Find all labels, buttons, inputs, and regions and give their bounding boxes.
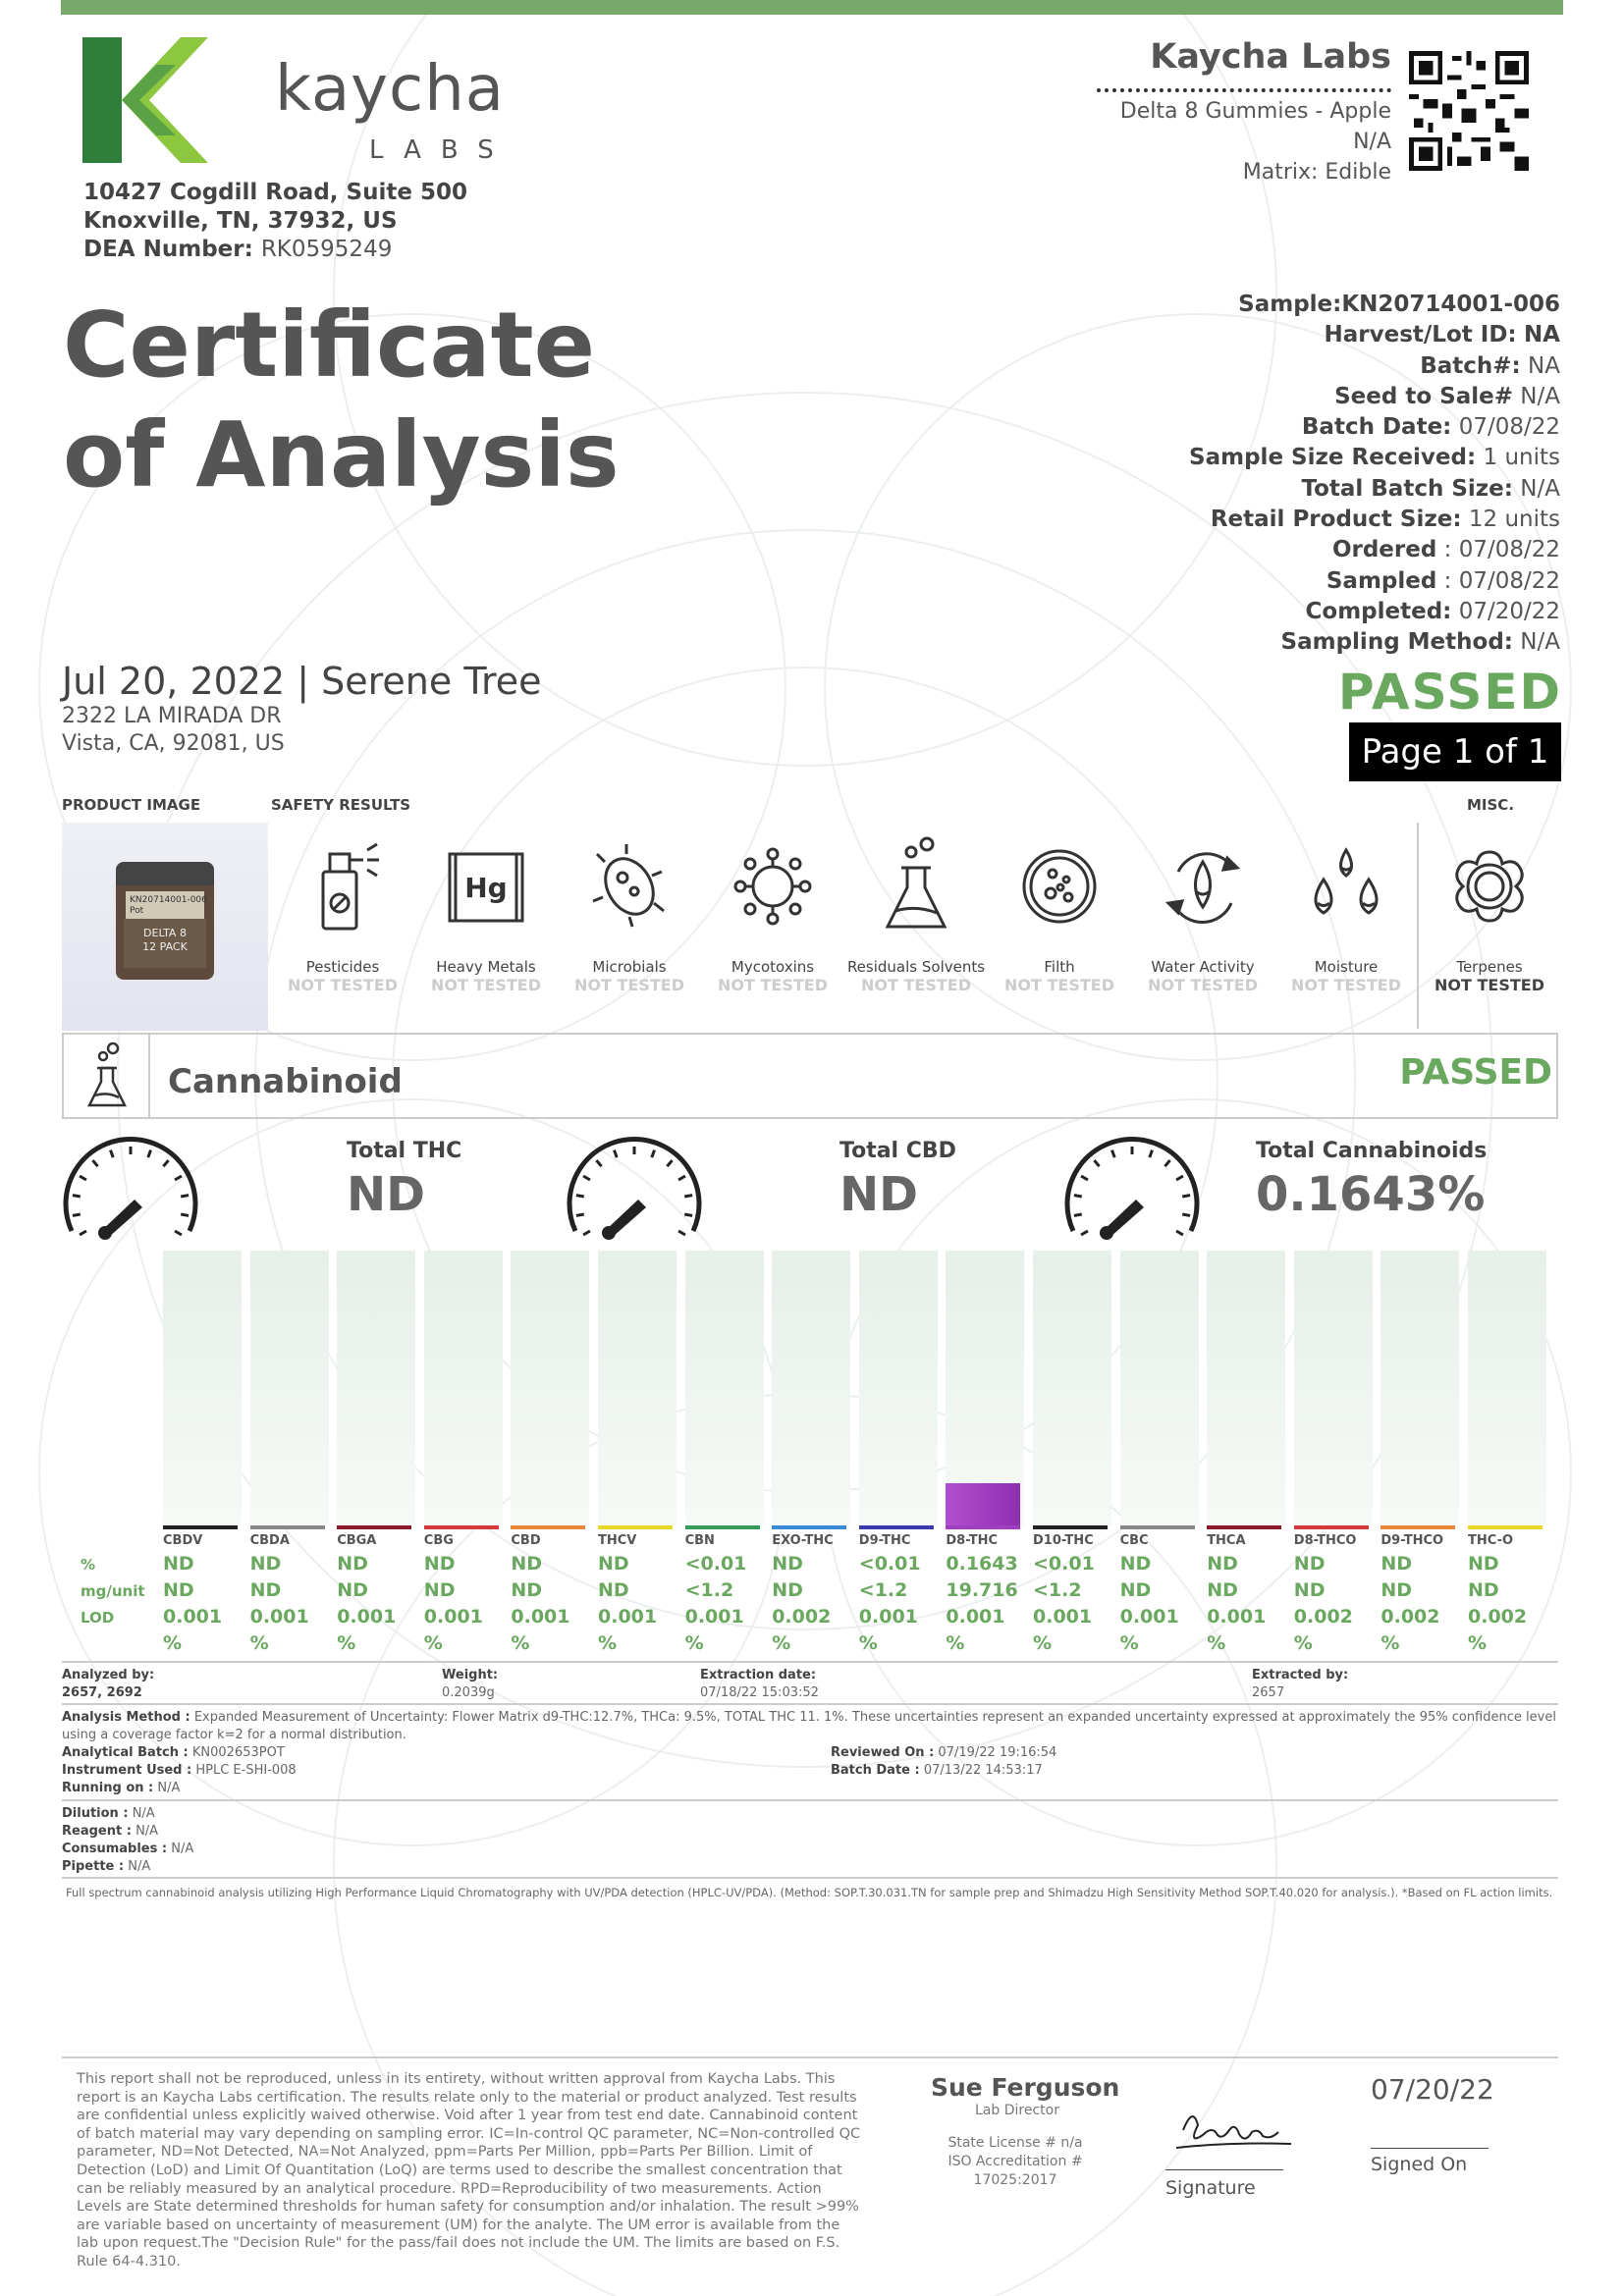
bar-color-line (859, 1525, 934, 1529)
pipette-value: N/A (128, 1859, 151, 1874)
pipette-label: Pipette : (62, 1859, 125, 1874)
percent-value: ND (249, 1553, 282, 1575)
mg-unit-value: ND (1207, 1579, 1238, 1601)
reagent-info (62, 1805, 193, 1876)
sample-info-row (1189, 320, 1560, 350)
method-text2: using a coverage factor k=2 for a normal distribution. (62, 1728, 406, 1742)
bar-track (1468, 1251, 1546, 1525)
reviewed-value: 07/19/22 19:16:54 (938, 1745, 1057, 1760)
row-label-mg-unit: mg/unit (81, 1582, 145, 1600)
bar-color-line (1207, 1525, 1281, 1529)
microbials-icon (585, 832, 674, 940)
lod-value: 0.001 (684, 1606, 744, 1628)
divider (62, 1799, 1558, 1801)
mg-unit-value: 19.716 (946, 1579, 1018, 1601)
safety-test-water-activity (1131, 832, 1274, 994)
percent-value: ND (163, 1553, 194, 1575)
mg-unit-value: ND (163, 1579, 194, 1601)
page-indicator: Page 1 of 1 (1349, 722, 1561, 781)
lod-value: 0.001 (511, 1606, 570, 1628)
sample-info-label: Ordered (1331, 537, 1437, 563)
divider (62, 2056, 1558, 2058)
sample-info-value: 12 units (1468, 507, 1560, 533)
bar (946, 1483, 1020, 1525)
percent-value: ND (1468, 1553, 1499, 1575)
percent-value: ND (598, 1553, 629, 1575)
bar-color-line (946, 1525, 1020, 1529)
cannabinoid-bar-chart (163, 1251, 1557, 1663)
cannabinoid-name: CBGA (337, 1533, 377, 1548)
jar-sample-label: KN20714001-006 Pot (126, 891, 204, 945)
reviewed-label: Reviewed On : (831, 1745, 935, 1760)
mg-unit-value: ND (1380, 1579, 1413, 1601)
sample-info-value: N/A (1520, 475, 1560, 502)
bar-color-line (1294, 1525, 1369, 1529)
mg-unit-value: <1.2 (858, 1579, 908, 1601)
pesticides-icon (298, 832, 387, 940)
safety-test-name: Pesticides (305, 958, 380, 976)
percent-value: ND (337, 1553, 368, 1575)
analysis-method (62, 1709, 1558, 1744)
client-address-line2: Vista, CA, 92081, US (62, 731, 285, 756)
sample-info-label: Sample: (1238, 292, 1342, 317)
consumables-label: Consumables : (62, 1842, 168, 1856)
lod-value: 0.001 (1207, 1606, 1267, 1628)
batch-value: KN002653POT (191, 1745, 285, 1760)
sample-info-label: Sample Size Received: (1189, 445, 1477, 471)
lod-unit: % (511, 1632, 530, 1654)
sample-info-row (1189, 597, 1560, 627)
percent-value: ND (1293, 1553, 1326, 1575)
sample-info-label: Sampled (1326, 567, 1437, 594)
sample-info-value: KN20714001-006 (1341, 292, 1560, 317)
sample-info-value: 07/20/22 (1458, 598, 1560, 624)
divider (62, 1703, 1558, 1705)
bar-color-line (337, 1525, 411, 1529)
sample-info-value: : 07/08/22 (1443, 537, 1560, 563)
bar-color-line (163, 1525, 238, 1529)
terpenes-icon (1445, 832, 1534, 940)
weight (442, 1667, 498, 1702)
safety-test-status: NOT TESTED (1291, 976, 1401, 994)
bar-track (1294, 1251, 1373, 1525)
lod-unit: % (249, 1632, 269, 1654)
sample-info-label: Completed: (1305, 598, 1452, 624)
cannabinoid-name: THCV (598, 1533, 637, 1548)
sample-info-row (1189, 443, 1560, 473)
kaycha-logo (82, 37, 514, 165)
lod-value: 0.001 (163, 1606, 223, 1628)
percent-value: <0.01 (684, 1553, 747, 1575)
client-info (62, 660, 542, 758)
extracted-by (1252, 1667, 1348, 1702)
sample-info-value: 1 units (1483, 445, 1560, 471)
batchdate-label: Batch Date : (831, 1763, 920, 1778)
state-license: State License # n/a (947, 2135, 1083, 2151)
safety-test-moisture (1274, 832, 1418, 994)
running-label: Running on : (62, 1781, 154, 1795)
total-kpi (1256, 1139, 1487, 1222)
lod-value: 0.001 (946, 1606, 1005, 1628)
title-line1: Certificate (63, 293, 595, 398)
analyzed-by (62, 1667, 154, 1702)
kpi-value: ND (839, 1167, 919, 1222)
speedometer-icon (62, 1137, 199, 1245)
bar-track (598, 1251, 677, 1525)
logo-subtitle: LABS (369, 135, 514, 165)
cannabinoid-name: CBC (1119, 1533, 1149, 1548)
safety-test-microbials (558, 832, 701, 994)
mg-unit-value: ND (772, 1579, 803, 1601)
mg-unit-value: ND (249, 1579, 282, 1601)
product-jar (116, 862, 214, 980)
cannabinoid-name: CBN (684, 1533, 715, 1548)
sample-info-row (1189, 505, 1560, 535)
safety-test-status: NOT TESTED (1004, 976, 1114, 994)
cannabinoid-name: THCA (1207, 1533, 1246, 1548)
sample-info-value: NA (1523, 322, 1560, 348)
kpi-value: ND (347, 1167, 426, 1222)
extracted-by-label: Extracted by: (1252, 1668, 1349, 1682)
cannabinoid-name: D8-THC (946, 1533, 998, 1548)
signature-image (1168, 2101, 1296, 2160)
residuals-solvents-icon (872, 832, 960, 940)
safety-test-filth (988, 832, 1131, 994)
dotted-divider (1097, 88, 1391, 92)
signature-label: Signature (1165, 2177, 1256, 2199)
bar-color-line (1468, 1525, 1543, 1529)
total-kpi (839, 1139, 956, 1222)
safety-test-name: Filth (1044, 958, 1075, 976)
weight-value: 0.2039g (442, 1685, 495, 1700)
dilution-label: Dilution : (62, 1806, 129, 1821)
cannabinoid-name: EXO-THC (772, 1533, 834, 1548)
sample-info-label: Batch#: (1420, 352, 1521, 379)
cannabinoid-header (62, 1033, 1558, 1119)
bar-color-line (1120, 1525, 1195, 1529)
cannabinoid-title: Cannabinoid (168, 1062, 403, 1101)
sample-info-value: NA (1528, 352, 1560, 379)
moisture-icon (1302, 832, 1390, 940)
sample-info-row (1189, 566, 1560, 597)
batch-instrument (62, 1744, 297, 1797)
speedometer-icon (1063, 1137, 1201, 1245)
running-value: N/A (157, 1781, 181, 1795)
extraction-date-value: 07/18/22 15:03:52 (700, 1685, 819, 1700)
safety-test-name: Water Activity (1151, 958, 1255, 976)
lod-value: 0.001 (337, 1606, 397, 1628)
dea-value: RK0595249 (260, 237, 393, 262)
kpi-label: Total Cannabinoids (1256, 1139, 1488, 1163)
dea-label: DEA Number: (83, 237, 253, 262)
misc-divider (1417, 823, 1419, 1029)
safety-test-status: NOT TESTED (1435, 976, 1544, 994)
speedometer-icon (566, 1137, 703, 1245)
matrix: Matrix: Edible (1242, 160, 1391, 185)
lod-value: 0.002 (1293, 1606, 1353, 1628)
mg-unit-value: ND (511, 1579, 543, 1601)
sample-info-row (1189, 474, 1560, 505)
cannabinoid-name: D10-THC (1033, 1533, 1094, 1548)
analyzed-by-label: Analyzed by: (62, 1668, 155, 1682)
consumables-value: N/A (171, 1842, 194, 1856)
address-line2: Knoxville, TN, 37932, US (83, 208, 398, 234)
sample-info-row (1189, 382, 1560, 412)
misc-label: MISC. (1467, 796, 1515, 814)
sample-info-label: Retail Product Size: (1210, 507, 1462, 533)
safety-test-status: NOT TESTED (574, 976, 684, 994)
mycotoxins-icon (729, 832, 817, 940)
total-kpi (347, 1139, 461, 1222)
mg-unit-value: ND (337, 1579, 368, 1601)
review-info (831, 1744, 1056, 1780)
logo-wordmark: kaycha (275, 53, 505, 126)
overall-status: PASSED (1337, 664, 1562, 721)
cannabinoid-name: THC-O (1468, 1533, 1514, 1548)
lod-unit: % (858, 1632, 878, 1654)
instrument-value: HPLC E-SHI-008 (195, 1763, 297, 1778)
lod-unit: % (772, 1632, 791, 1654)
product-name: Delta 8 Gummies - Apple (1119, 99, 1391, 124)
lod-unit: % (163, 1632, 183, 1654)
bar-track (337, 1251, 415, 1525)
reagent-value: N/A (135, 1824, 159, 1839)
bar-track (1207, 1251, 1285, 1525)
kaycha-k-mark-icon (82, 37, 210, 163)
safety-test-name: Moisture (1314, 958, 1379, 976)
lod-unit: % (1293, 1632, 1313, 1654)
lod-unit: % (1468, 1632, 1488, 1654)
lod-unit: % (1380, 1632, 1400, 1654)
lod-unit: % (684, 1632, 704, 1654)
sample-info-value: 07/08/22 (1458, 414, 1560, 441)
lod-unit: % (598, 1632, 618, 1654)
lod-unit: % (946, 1632, 965, 1654)
filth-icon (1015, 832, 1104, 940)
bar-track (1380, 1251, 1459, 1525)
product-na: N/A (1353, 130, 1391, 154)
lod-unit: % (423, 1632, 443, 1654)
safety-results-label: SAFETY RESULTS (271, 796, 411, 814)
mg-unit-value: ND (598, 1579, 629, 1601)
sample-info-label: Sampling Method: (1280, 629, 1513, 656)
address-line1: 10427 Cogdill Road, Suite 500 (83, 180, 467, 205)
percent-value: 0.1643 (946, 1553, 1018, 1575)
flask-cell (64, 1035, 150, 1117)
bar-color-line (1033, 1525, 1108, 1529)
safety-test-name: Residuals Solvents (846, 958, 986, 976)
batchdate-value: 07/13/22 14:53:17 (923, 1763, 1043, 1778)
safety-test-status: NOT TESTED (1148, 976, 1258, 994)
safety-test-name: Microbials (592, 958, 667, 976)
cannabinoid-name: CBDV (163, 1533, 203, 1548)
sample-info-value: N/A (1520, 383, 1560, 409)
bar-track (424, 1251, 503, 1525)
safety-test-mycotoxins (701, 832, 844, 994)
sample-info-row (1189, 412, 1560, 443)
bar-color-line (250, 1525, 325, 1529)
client-address-line1: 2322 LA MIRADA DR (62, 704, 282, 728)
bar-track (859, 1251, 938, 1525)
bar-color-line (598, 1525, 673, 1529)
safety-test-name: Terpenes (1456, 958, 1523, 976)
analyzed-by-value: 2657, 2692 (62, 1685, 142, 1700)
sample-info-row (1189, 535, 1560, 565)
bar-track (1033, 1251, 1111, 1525)
lod-value: 0.001 (598, 1606, 658, 1628)
bar-color-line (511, 1525, 585, 1529)
flask-icon (64, 1035, 150, 1117)
instrument-label: Instrument Used : (62, 1763, 192, 1778)
signed-on-line (1371, 2148, 1489, 2149)
percent-value: ND (423, 1553, 456, 1575)
product-image (62, 823, 268, 1031)
mg-unit-value: ND (1293, 1579, 1326, 1601)
lod-unit: % (1207, 1632, 1226, 1654)
lod-unit: % (1033, 1632, 1053, 1654)
row-label-lod: LOD (81, 1609, 115, 1627)
lod-value: 0.002 (1468, 1606, 1528, 1628)
svg-text:Hg: Hg (464, 872, 508, 904)
method-note: Full spectrum cannabinoid analysis utilizing High Performance Liquid Chromatography with UV/PDA detection (HPLC-UV/PDA). (Method: SOP.T.30.031.TN for sample prep and Shimadzu High Sensitivity Method SOP.T.40.020 for analysis.). *Based on FL action limits. (66, 1886, 1553, 1899)
percent-value: ND (511, 1553, 543, 1575)
heavy-metals-icon (442, 832, 530, 940)
percent-value: ND (1380, 1553, 1413, 1575)
bar-track (1120, 1251, 1199, 1525)
extracted-by-value: 2657 (1252, 1685, 1285, 1700)
percent-value: ND (1207, 1553, 1238, 1575)
signer-name: Sue Ferguson (931, 2073, 1120, 2102)
sample-info-value: N/A (1520, 629, 1560, 656)
mg-unit-value: <1.2 (684, 1579, 734, 1601)
mg-unit-value: ND (1468, 1579, 1499, 1601)
lod-value: 0.002 (772, 1606, 832, 1628)
extraction-date (700, 1667, 819, 1702)
safety-test-status: NOT TESTED (718, 976, 828, 994)
cannabinoid-name: D9-THCO (1380, 1533, 1444, 1548)
sample-info-row (1189, 627, 1560, 658)
safety-test-residuals-solvents (844, 832, 988, 994)
sample-info-label: Seed to Sale# (1334, 383, 1513, 409)
safety-test-name: Mycotoxins (731, 958, 815, 976)
bar-track (163, 1251, 242, 1525)
lod-value: 0.001 (1033, 1606, 1093, 1628)
divider (62, 1877, 1558, 1879)
sample-info-label: Batch Date: (1301, 414, 1452, 441)
percent-value: <0.01 (858, 1553, 921, 1575)
signer-license (906, 2134, 1124, 2190)
lab-name: Kaycha Labs (1150, 37, 1391, 77)
divider (62, 1661, 1558, 1663)
safety-test-status: NOT TESTED (288, 976, 398, 994)
qr-code-icon[interactable] (1409, 51, 1529, 171)
lod-unit: % (1119, 1632, 1139, 1654)
bar-color-line (424, 1525, 499, 1529)
lod-unit: % (337, 1632, 356, 1654)
jar-brand-label: DELTA 8 12 PACK (124, 919, 206, 968)
signed-date: 07/20/22 (1371, 2073, 1494, 2106)
mg-unit-value: <1.2 (1033, 1579, 1082, 1601)
lod-value: 0.001 (1119, 1606, 1179, 1628)
safety-test-pesticides (271, 832, 414, 994)
batch-label: Analytical Batch : (62, 1745, 189, 1760)
sample-info-row (1189, 351, 1560, 382)
signer-role: Lab Director (975, 2103, 1059, 2118)
kpi-label: Total CBD (839, 1139, 956, 1163)
safety-test-terpenes (1418, 832, 1561, 994)
client-title: Jul 20, 2022 | Serene Tree (62, 660, 542, 703)
top-accent-bar (61, 0, 1563, 15)
lab-address (83, 179, 467, 264)
cannabinoid-name: CBDA (249, 1533, 290, 1548)
iso-accreditation: ISO Accreditation # 17025:2017 (947, 2154, 1083, 2188)
safety-test-status: NOT TESTED (861, 976, 971, 994)
safety-test-name: Heavy Metals (436, 958, 536, 976)
sample-info-row (1189, 290, 1560, 320)
bar-color-line (1380, 1525, 1455, 1529)
lod-value: 0.002 (1380, 1606, 1440, 1628)
safety-test-status: NOT TESTED (431, 976, 541, 994)
disclaimer: This report shall not be reproduced, unless in its entirety, without written approval from Kaycha Labs. This report is an Kaycha Labs certification. The results relate only to the material or product analyzed. Test results are confidential unless explicitly waived otherwise. Void after 1 year from test end date. Cannabinoid content of batch material may vary depending on sampling error. IC=In-control QC parameter, NC=Non-controlled QC parameter, ND=Not Detected, NA=Not Analyzed, ppm=Parts Per Million, ppb=Parts Per Billion. Limit of Detection (LoD) and Limit Of Quantitation (LoQ) are terms used to describe the smallest concentration that can be reliably measured by an analytical procedure. RPD=Reproducibility of two measurements. Action Levels are State determined thresholds for human safety for consumption and/or inhalation. The result >99% are variable based on uncertainty of measurement (UM) for the analyte. The UM error is available from the lab upon request.The "Decision Rule" for the pass/fail does not include the UM. The limits are based on F.S. Rule 64-4.310. (77, 2071, 861, 2269)
dilution-value: N/A (132, 1806, 155, 1821)
sample-info-value: : 07/08/22 (1443, 567, 1560, 594)
sample-info (1189, 290, 1560, 659)
kpi-label: Total THC (347, 1139, 462, 1163)
bar-track (511, 1251, 589, 1525)
signature-line (1165, 2169, 1283, 2170)
reagent-label: Reagent : (62, 1824, 132, 1839)
product-image-label: PRODUCT IMAGE (62, 796, 201, 814)
percent-value: ND (1119, 1553, 1152, 1575)
signed-on-label: Signed On (1371, 2154, 1468, 2175)
method-text: Expanded Measurement of Uncertainty: Flower Matrix d9-THC:12.7%, THCa: 9.5%, TOTAL THC 11. 1%. These uncertainties represent an expanded uncertainty expressed at approximately the 95% confidence level (193, 1710, 1556, 1725)
title-line2: of Analysis (63, 402, 620, 507)
cannabinoid-name: CBD (511, 1533, 541, 1548)
bar-track (250, 1251, 329, 1525)
percent-value: ND (772, 1553, 803, 1575)
bar-track (772, 1251, 850, 1525)
lod-value: 0.001 (423, 1606, 483, 1628)
extraction-date-label: Extraction date: (700, 1668, 817, 1682)
water-activity-icon (1159, 832, 1247, 940)
sample-info-label: Total Batch Size: (1301, 475, 1513, 502)
cannabinoid-status: PASSED (1399, 1052, 1552, 1093)
safety-test-heavy-metals (414, 832, 558, 994)
mg-unit-value: ND (1119, 1579, 1152, 1601)
bar-color-line (772, 1525, 846, 1529)
lod-value: 0.001 (249, 1606, 309, 1628)
header-product-info (1097, 37, 1391, 187)
percent-value: <0.01 (1033, 1553, 1095, 1575)
sample-info-label: Harvest/Lot ID: (1324, 322, 1517, 348)
row-label-percent: % (81, 1556, 96, 1574)
bar-track (685, 1251, 764, 1525)
cannabinoid-name: D8-THCO (1293, 1533, 1357, 1548)
cannabinoid-name: D9-THC (858, 1533, 911, 1548)
method-label: Analysis Method : (62, 1710, 190, 1725)
document-title (63, 291, 620, 510)
lod-value: 0.001 (858, 1606, 918, 1628)
bar-color-line (685, 1525, 760, 1529)
kpi-value: 0.1643% (1256, 1167, 1486, 1222)
mg-unit-value: ND (423, 1579, 456, 1601)
weight-label: Weight: (442, 1668, 499, 1682)
cannabinoid-name: CBG (423, 1533, 454, 1548)
